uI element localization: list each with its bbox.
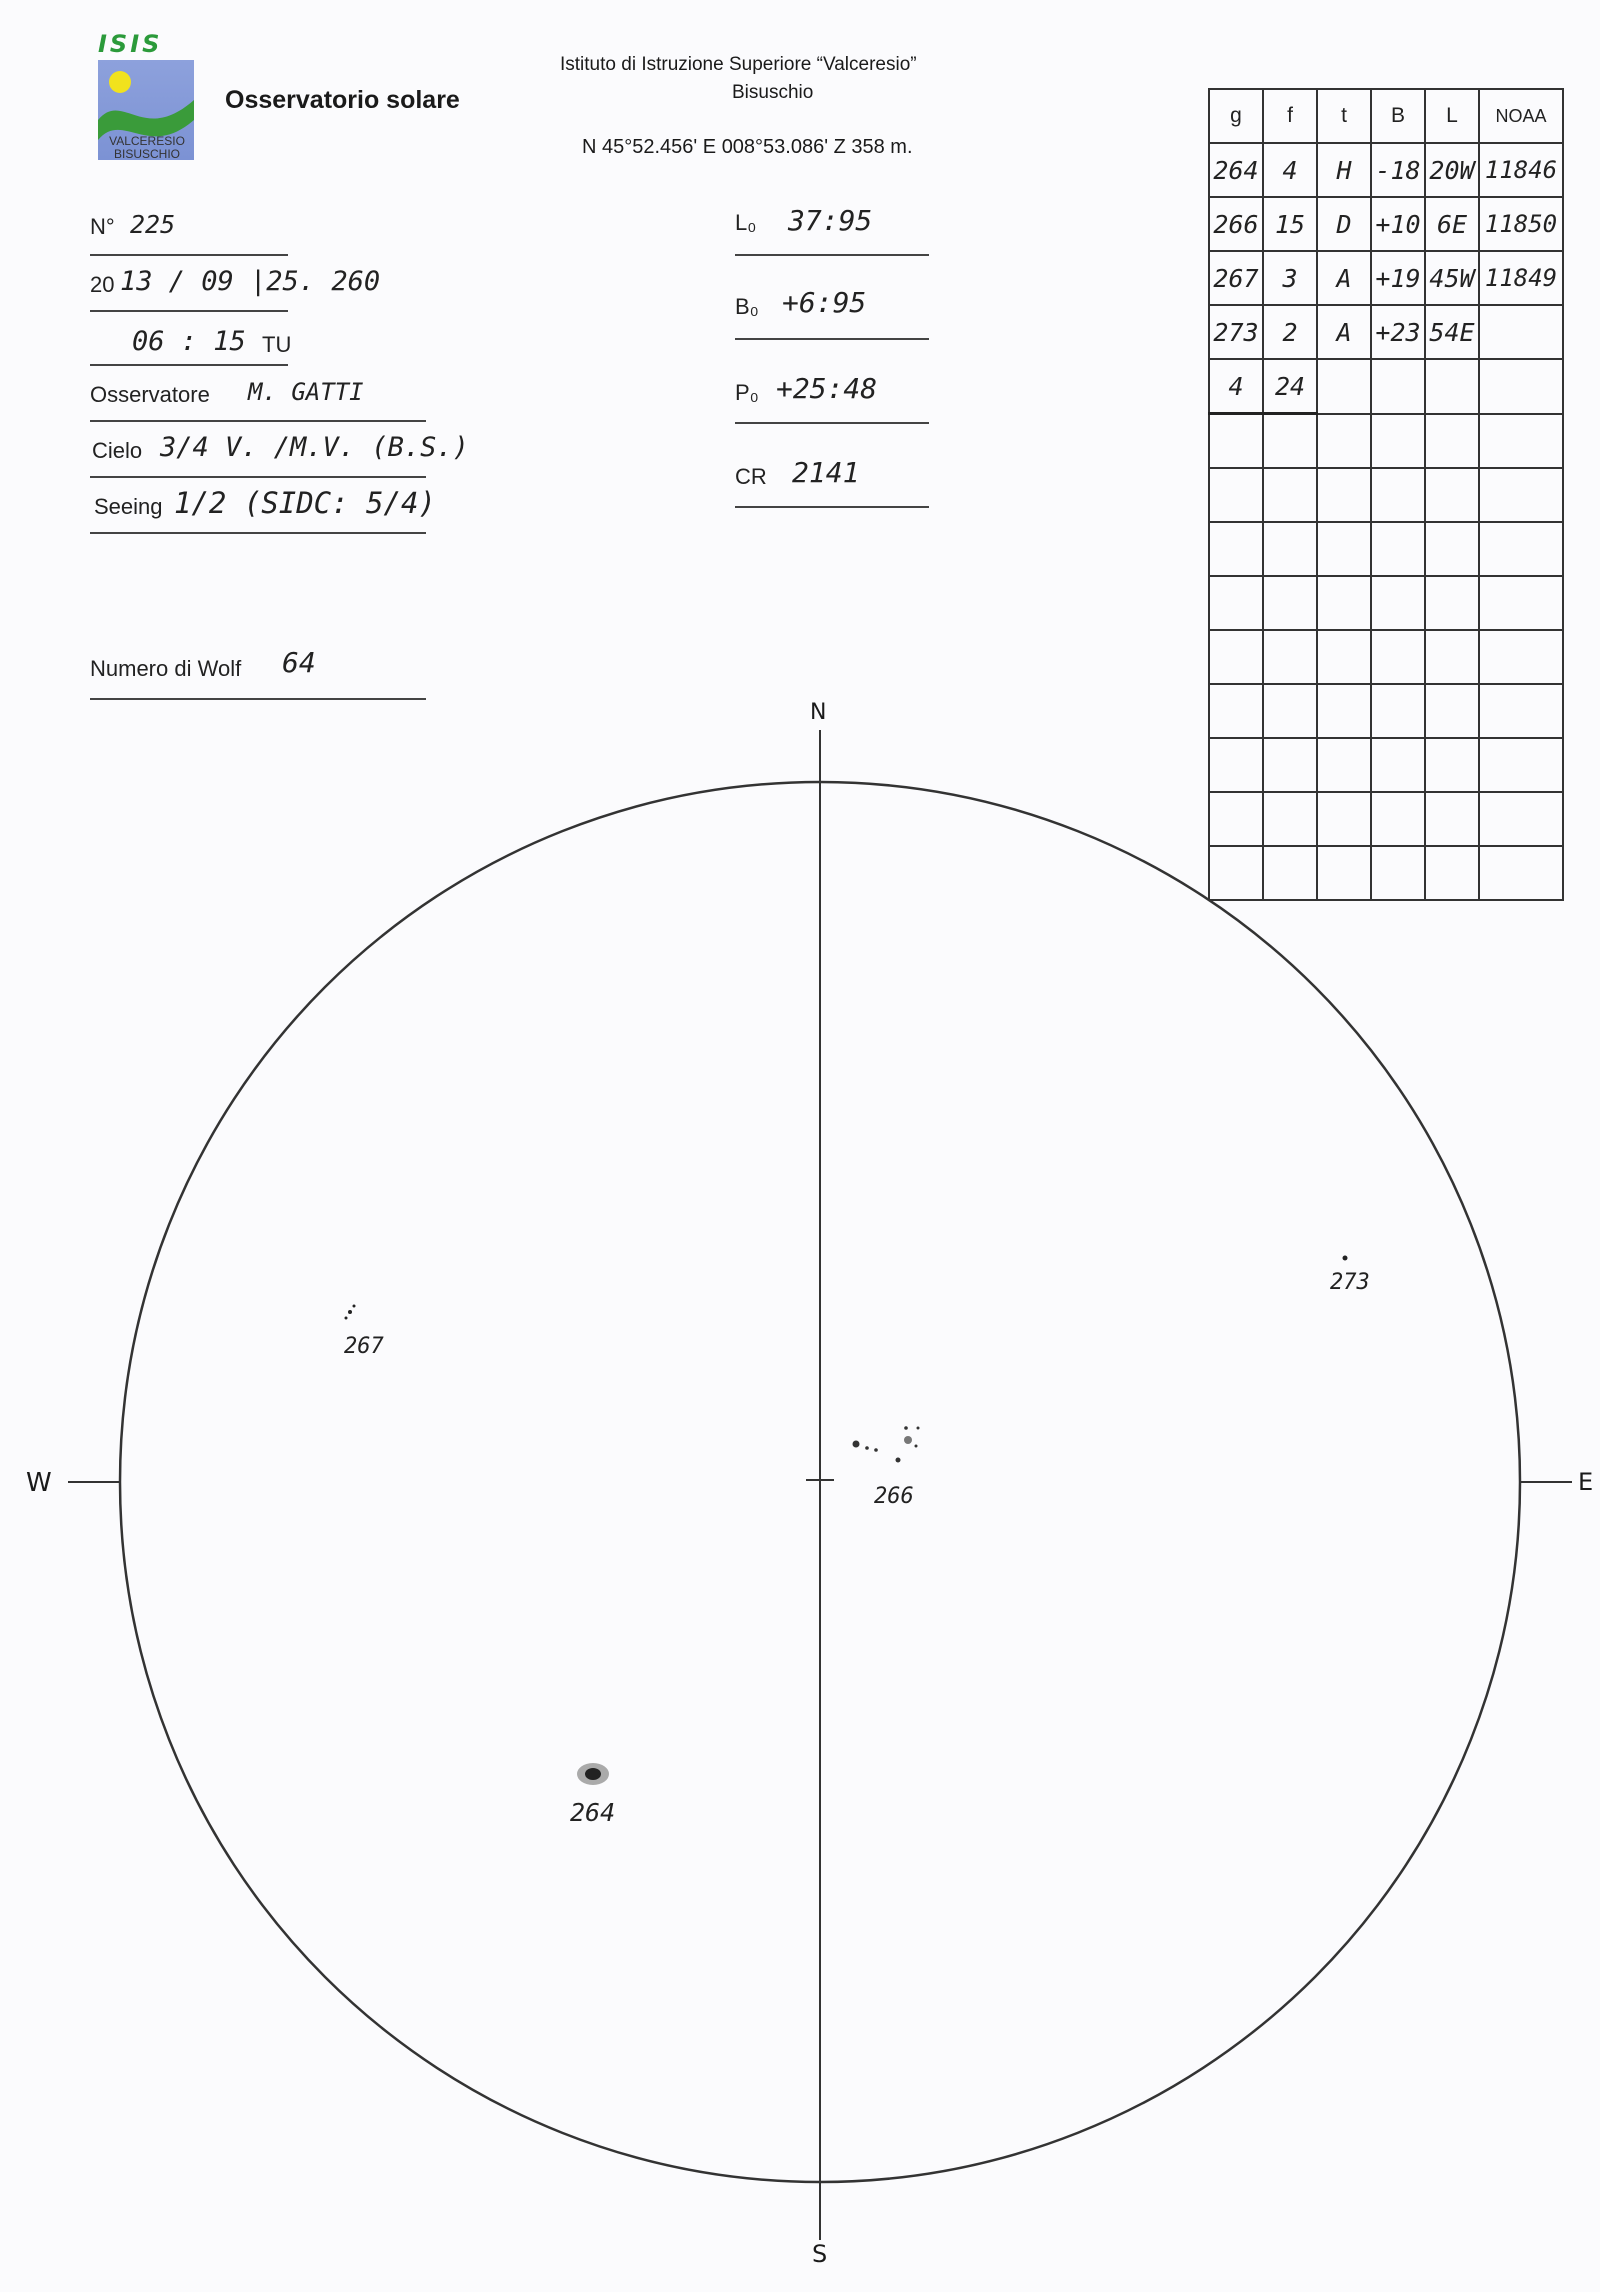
group-label-273: 273	[1330, 1270, 1370, 1295]
sunspot-267	[353, 1305, 356, 1308]
sunspot-266	[865, 1446, 869, 1450]
sunspot-266	[874, 1448, 878, 1452]
b0-value: +6:95	[782, 286, 867, 319]
date-value: 13 / 09 |25. 260	[120, 266, 381, 297]
p0-label: P₀	[735, 380, 759, 405]
observer-value: M. GATTI	[248, 378, 364, 406]
sky-value: 3/4 V. /M.V. (B.S.)	[160, 432, 469, 463]
east-label: E	[1578, 1468, 1594, 1496]
column-header-noaa: NOAA	[1479, 89, 1563, 143]
table-cell: 45W	[1425, 251, 1479, 305]
group-label-264: 264	[570, 1798, 616, 1827]
table-cell: A	[1317, 251, 1371, 305]
sunspot-273	[1343, 1256, 1348, 1261]
time-value: 06 : 15	[132, 326, 246, 357]
table-cell: 264	[1209, 143, 1263, 197]
l0-value: 37:95	[788, 204, 873, 237]
total-groups: 4	[1209, 359, 1263, 414]
cr-value: 2141	[792, 456, 860, 489]
table-cell: 15	[1263, 197, 1317, 251]
time-unit: TU	[262, 332, 292, 357]
table-cell: 3	[1263, 251, 1317, 305]
table-cell: +10	[1371, 197, 1425, 251]
sunspot-266	[915, 1445, 918, 1448]
north-label: N	[810, 700, 827, 725]
total-spots: 24	[1263, 359, 1317, 414]
sunspot-267	[345, 1317, 348, 1320]
table-cell: 20W	[1425, 143, 1479, 197]
sunspot-266	[896, 1458, 901, 1463]
column-header-g: g	[1209, 89, 1263, 143]
column-header-l: L	[1425, 89, 1479, 143]
table-cell: -18	[1371, 143, 1425, 197]
seeing-label: Seeing	[94, 494, 163, 519]
table-cell: 266	[1209, 197, 1263, 251]
table-cell: H	[1317, 143, 1371, 197]
table-cell: 11846	[1479, 143, 1563, 197]
table-cell: +19	[1371, 251, 1425, 305]
seeing-value: 1/2 (SIDC: 5/4)	[174, 486, 436, 520]
sunspot-266	[917, 1427, 920, 1430]
table-cell: D	[1317, 197, 1371, 251]
observer-label: Osservatore	[90, 382, 210, 407]
number-label: N°	[90, 214, 115, 239]
table-cell: 54E	[1425, 305, 1479, 359]
sunspot-umbra-264	[585, 1768, 601, 1780]
sunspot-266	[904, 1426, 908, 1430]
group-label-266: 266	[874, 1484, 914, 1509]
table-cell: 11849	[1479, 251, 1563, 305]
sunspot-266	[853, 1441, 860, 1448]
column-header-b: B	[1371, 89, 1425, 143]
south-label: S	[812, 2240, 828, 2268]
table-cell: 2	[1263, 305, 1317, 359]
number-value: 225	[130, 210, 176, 239]
logo-sub-line1: VALCERESIO	[109, 134, 185, 148]
column-header-t: t	[1317, 89, 1371, 143]
wolf-value: 64	[282, 646, 316, 679]
logo-word: ISIS	[98, 30, 163, 58]
l0-label: L₀	[735, 210, 757, 235]
table-cell: 6E	[1425, 197, 1479, 251]
west-label: W	[26, 1468, 52, 1498]
column-header-f: f	[1263, 89, 1317, 143]
table-cell: 273	[1209, 305, 1263, 359]
logo-sub-line2: BISUSCHIO	[113, 147, 180, 161]
table-cell: A	[1317, 305, 1371, 359]
observatory-coordinates: N 45°52.456' E 008°53.086' Z 358 m.	[582, 136, 913, 158]
sky-label: Cielo	[92, 438, 143, 463]
observatory-title: Osservatorio solare	[225, 86, 460, 114]
date-prefix: 20	[90, 272, 115, 297]
group-label-267: 267	[344, 1334, 384, 1359]
institute-name: Istituto di Istruzione Superiore “Valceresio”	[560, 54, 917, 75]
cr-label: CR	[735, 464, 767, 489]
wolf-label: Numero di Wolf	[90, 656, 242, 681]
b0-label: B₀	[735, 294, 759, 319]
table-cell: +23	[1371, 305, 1425, 359]
table-cell: 11850	[1479, 197, 1563, 251]
table-cell: 267	[1209, 251, 1263, 305]
sunspot-267	[348, 1310, 352, 1314]
sunspot-266	[904, 1436, 912, 1444]
p0-value: +25:48	[776, 372, 878, 405]
institute-town: Bisuschio	[732, 82, 814, 103]
table-cell: 4	[1263, 143, 1317, 197]
